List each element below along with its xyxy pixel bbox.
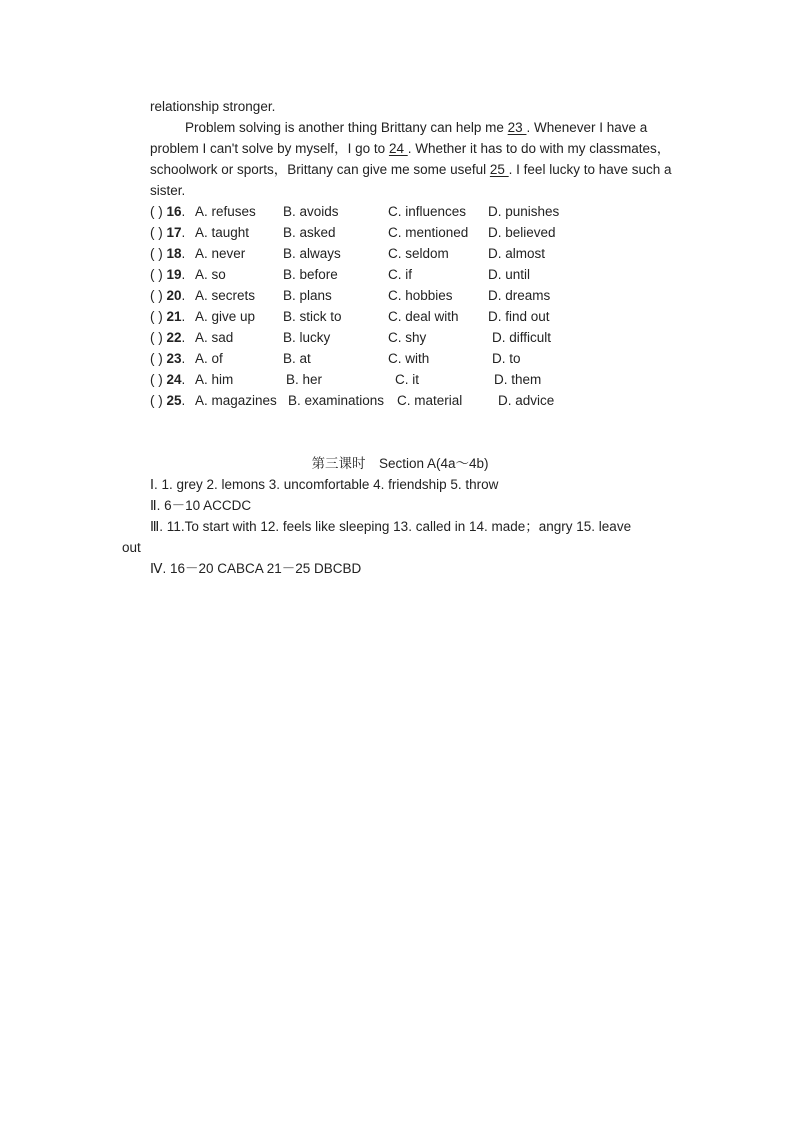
option-c: C. hobbies xyxy=(388,288,453,303)
option-d: D. believed xyxy=(488,225,556,240)
answer-bracket: ( ) xyxy=(150,267,163,282)
passage-line xyxy=(185,118,647,138)
passage-line xyxy=(150,181,185,201)
passage-text: problem I can't solve by myself，I go to xyxy=(150,141,389,156)
blank-24: 24 xyxy=(388,141,408,156)
question-number: 24 xyxy=(166,372,182,387)
blank-23: 23 xyxy=(507,120,527,135)
passage-text: . Whether it has to do with my classmates， xyxy=(407,141,671,156)
option-d: D. them xyxy=(494,372,542,387)
option-d: D. to xyxy=(492,351,521,366)
answer-bracket: ( ) xyxy=(150,246,163,261)
option-b: B. stick to xyxy=(283,309,342,324)
answer-bracket: ( ) xyxy=(150,204,163,219)
blank-25: 25 xyxy=(489,162,509,177)
option-c: C. deal with xyxy=(388,309,459,324)
option-b: B. her xyxy=(286,372,323,387)
option-c: C. with xyxy=(388,351,430,366)
answer-bracket: ( ) xyxy=(150,393,163,408)
option-d: D. punishes xyxy=(488,204,560,219)
option-b: B. avoids xyxy=(283,204,339,219)
question-number: 17 xyxy=(166,225,182,240)
passage-text: relationship stronger. xyxy=(150,99,276,114)
question-row: ( ) 19. A. so B. before C. if D. until xyxy=(0,265,800,285)
option-b: B. always xyxy=(283,246,341,261)
question-number: 20 xyxy=(166,288,182,303)
question-row: ( ) 24. A. him B. her C. it D. them xyxy=(0,370,800,390)
question-number: 18 xyxy=(166,246,182,261)
option-c: C. it xyxy=(395,372,420,387)
option-d: D. find out xyxy=(488,309,550,324)
option-d: D. until xyxy=(488,267,531,282)
question-number: 16 xyxy=(166,204,182,219)
question-number: 25 xyxy=(166,393,182,408)
option-a: A. of xyxy=(195,351,223,366)
passage-text: sister. xyxy=(150,183,186,198)
question-number: 19 xyxy=(166,267,182,282)
option-a: A. never xyxy=(195,246,246,261)
option-d: D. almost xyxy=(488,246,546,261)
question-row: ( ) 25. A. magazines B. examinations C. material D. advice xyxy=(0,391,800,411)
option-a: A. taught xyxy=(195,225,250,240)
answer-line: Ⅰ. 1. grey 2. lemons 3. uncomfortable 4. friendship 5. throw xyxy=(150,477,499,492)
option-c: C. if xyxy=(388,267,413,282)
passage-text: Problem solving is another thing Brittany can help me xyxy=(185,120,508,135)
passage-line xyxy=(150,97,275,117)
option-d: D. advice xyxy=(498,393,555,408)
passage-text: schoolwork or sports，Brittany can give me some useful xyxy=(150,162,490,177)
answer-bracket: ( ) xyxy=(150,225,163,240)
option-b: B. examinations xyxy=(288,393,385,408)
option-c: C. influences xyxy=(388,204,467,219)
option-a: A. him xyxy=(195,372,234,387)
passage-text: . Whenever I have a xyxy=(526,120,648,135)
question-row: ( ) 22. A. sad B. lucky C. shy D. difficult xyxy=(0,328,800,348)
question-number: 22 xyxy=(166,330,182,345)
option-b: B. at xyxy=(283,351,311,366)
answer-line: out xyxy=(122,540,141,555)
question-row: ( ) 20. A. secrets B. plans C. hobbies D. dreams xyxy=(0,286,800,306)
option-d: D. dreams xyxy=(488,288,551,303)
option-a: A. give up xyxy=(195,309,256,324)
option-b: B. before xyxy=(283,267,338,282)
option-c: C. material xyxy=(397,393,463,408)
answer-line: Ⅱ. 6－10 ACCDC xyxy=(150,498,252,513)
passage-line xyxy=(150,160,672,180)
option-c: C. shy xyxy=(388,330,427,345)
section-title: 第三课时 Section A(4a～4b) xyxy=(311,456,489,471)
passage-text: . I feel lucky to have such a xyxy=(508,162,672,177)
answer-line: Ⅲ. 11.To start with 12. feels like sleeping 13. called in 14. made；angry 15. leave xyxy=(150,519,632,534)
question-row: ( ) 18. A. never B. always C. seldom D. almost xyxy=(0,244,800,264)
option-d: D. difficult xyxy=(492,330,552,345)
question-number: 21 xyxy=(166,309,182,324)
option-a: A. sad xyxy=(195,330,234,345)
option-a: A. secrets xyxy=(195,288,256,303)
question-row: ( ) 23. A. of B. at C. with D. to xyxy=(0,349,800,369)
answer-bracket: ( ) xyxy=(150,309,163,324)
option-a: A. magazines xyxy=(195,393,277,408)
option-b: B. plans xyxy=(283,288,332,303)
question-number: 23 xyxy=(166,351,182,366)
answer-line: Ⅳ. 16－20 CABCA 21－25 DBCBD xyxy=(150,561,362,576)
option-c: C. seldom xyxy=(388,246,449,261)
passage-line xyxy=(150,139,670,159)
option-b: B. asked xyxy=(283,225,336,240)
question-row: ( ) 17. A. taught B. asked C. mentioned D. believed xyxy=(0,223,800,243)
question-row: ( ) 16. A. refuses B. avoids C. influences D. punishes xyxy=(0,202,800,222)
question-row: ( ) 21. A. give up B. stick to C. deal with D. find out xyxy=(0,307,800,327)
option-c: C. mentioned xyxy=(388,225,469,240)
option-a: A. refuses xyxy=(195,204,256,219)
option-a: A. so xyxy=(195,267,226,282)
answer-bracket: ( ) xyxy=(150,288,163,303)
option-b: B. lucky xyxy=(283,330,331,345)
answer-bracket: ( ) xyxy=(150,372,163,387)
answer-bracket: ( ) xyxy=(150,330,163,345)
answer-bracket: ( ) xyxy=(150,351,163,366)
